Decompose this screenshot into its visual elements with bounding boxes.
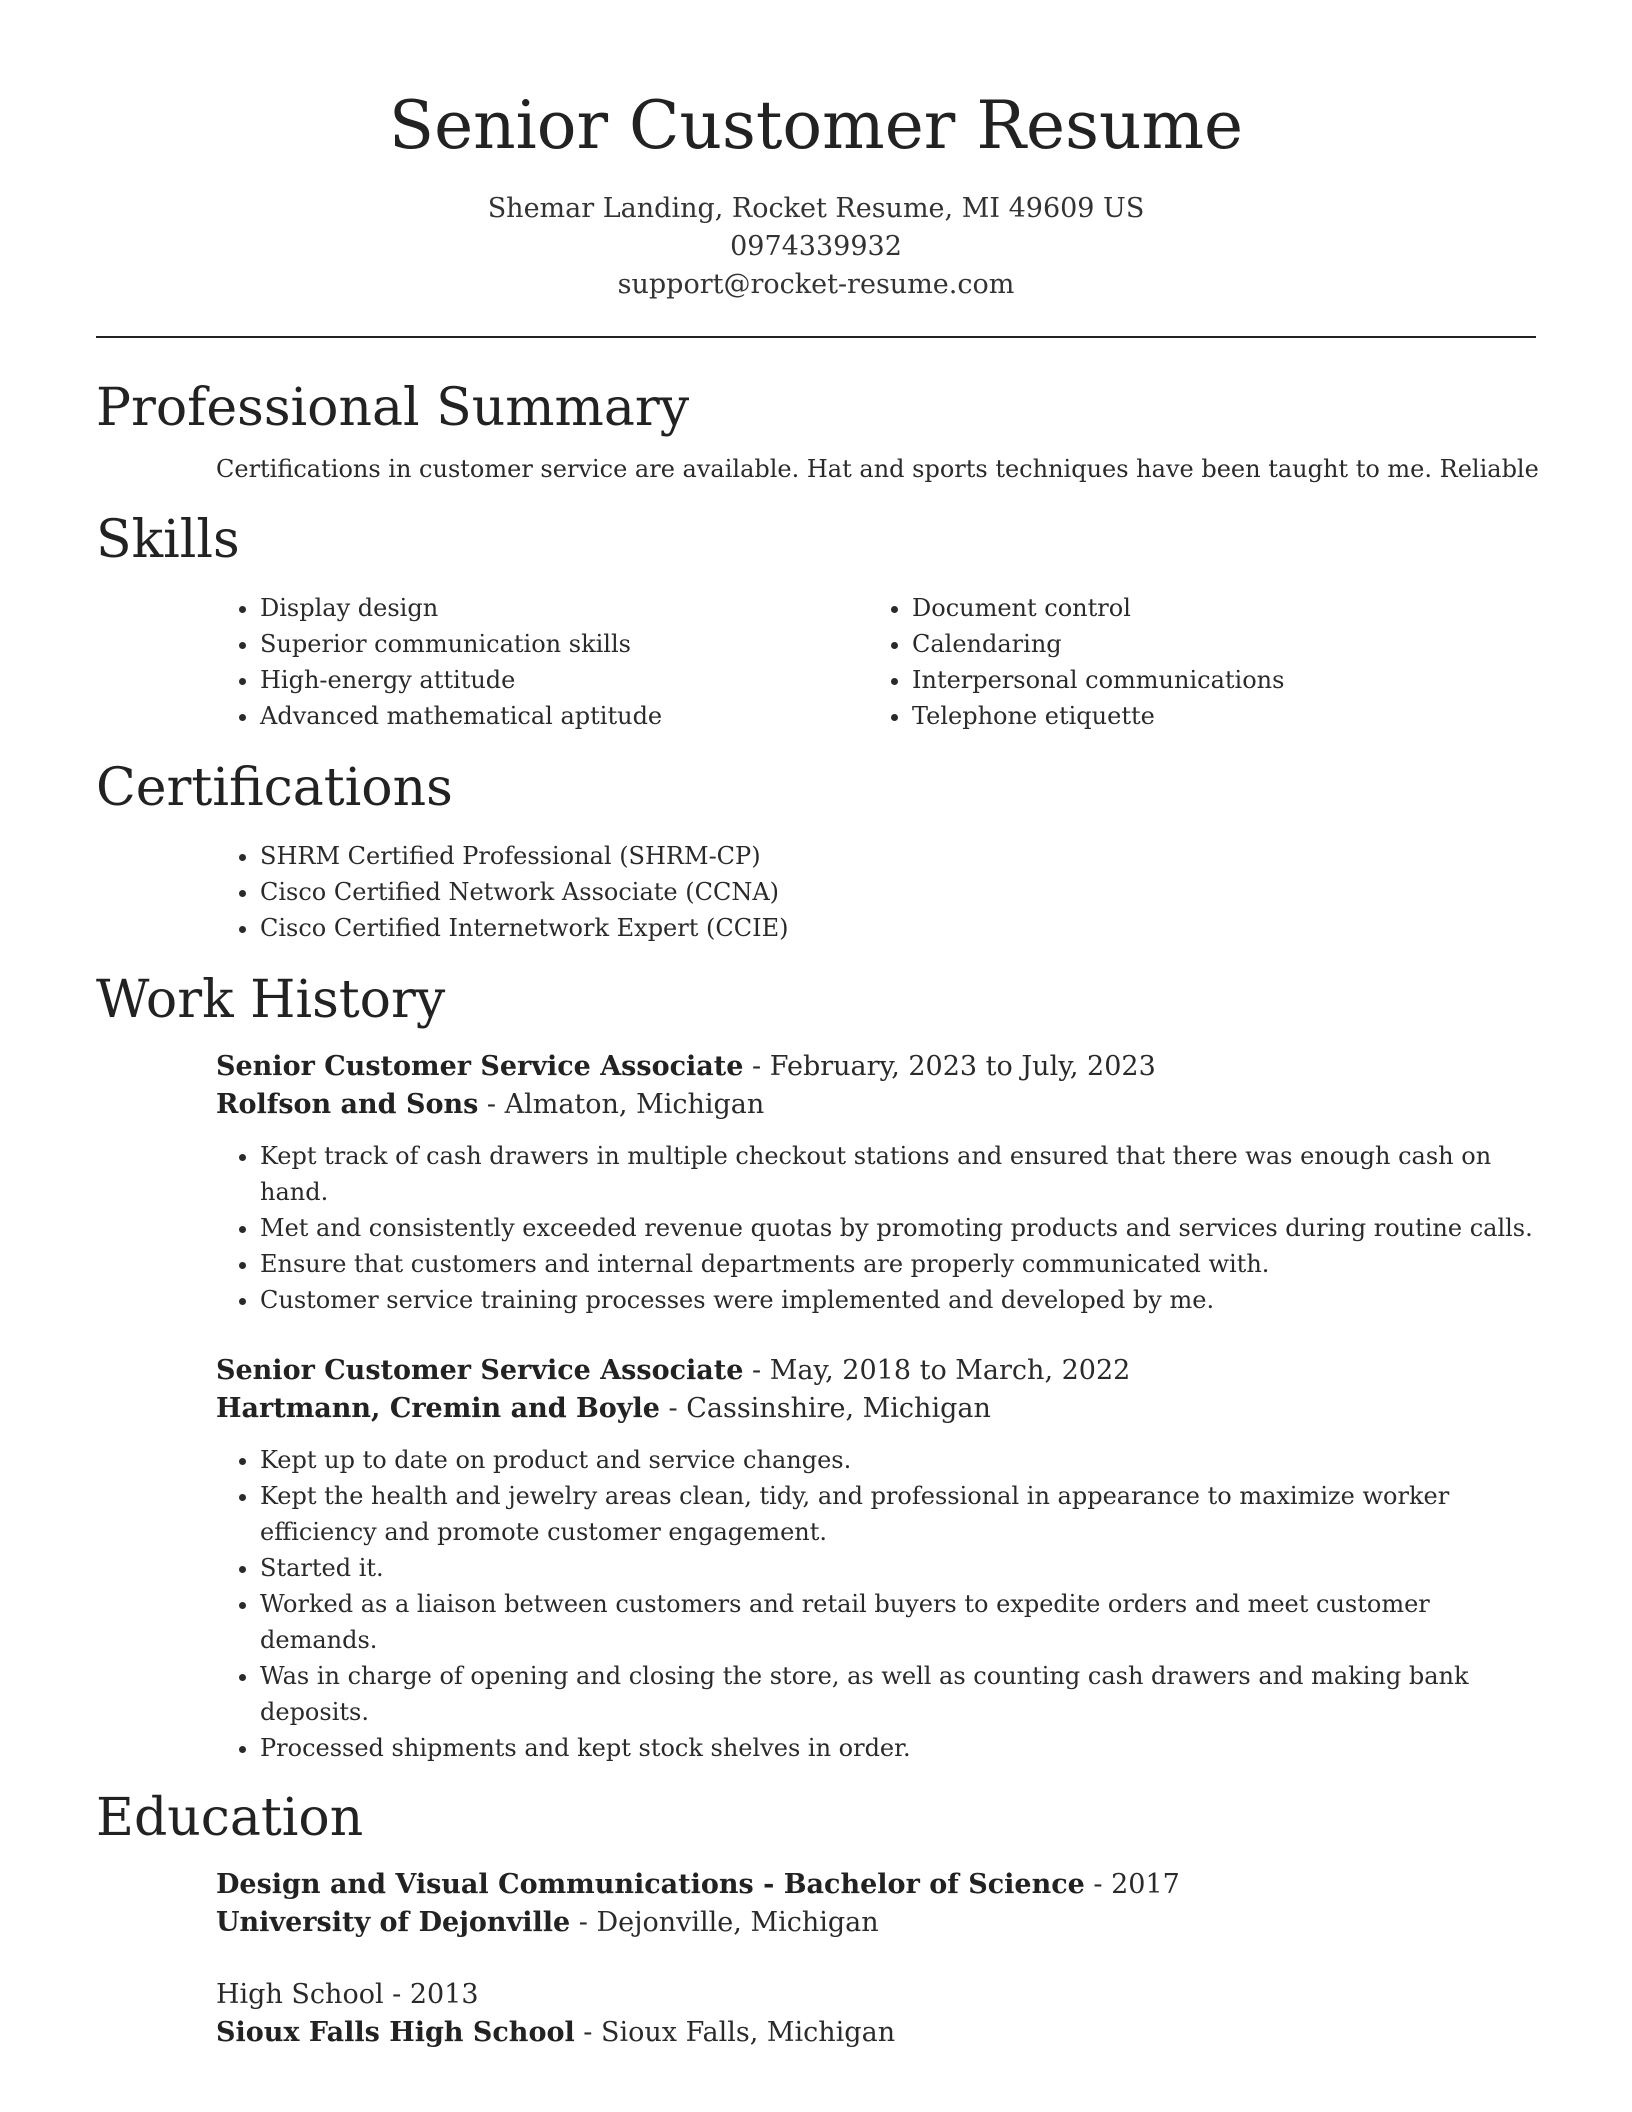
certification-item: • SHRM Certified Professional (SHRM-CP) bbox=[260, 838, 1536, 874]
skill-item: • High-energy attitude bbox=[260, 662, 750, 698]
contact-phone: 0974339932 bbox=[730, 231, 902, 262]
skill-item: • Telephone etiquette bbox=[912, 698, 1402, 734]
skill-item: • Advanced mathematical aptitude bbox=[260, 698, 750, 734]
skills-heading: Skills bbox=[96, 510, 240, 570]
skills-grid bbox=[96, 590, 1536, 734]
job-location: - Almaton, Michigan bbox=[478, 1089, 765, 1120]
education-entry bbox=[216, 1976, 1536, 2052]
job-bullet: • Processed shipments and kept stock shelves in order. bbox=[260, 1730, 1536, 1766]
job-entry bbox=[216, 1352, 1536, 1766]
job-title-line bbox=[216, 1352, 1536, 1390]
job-bullet: • Kept track of cash drawers in multiple checkout stations and ensured that there was enough cash on hand. bbox=[260, 1138, 1536, 1210]
certifications-section bbox=[96, 756, 1536, 946]
resume-header bbox=[96, 0, 1536, 304]
job-location: - Cassinshire, Michigan bbox=[659, 1393, 991, 1424]
skill-item: • Display design bbox=[260, 590, 750, 626]
certification-item: • Cisco Certified Internetwork Expert (CCIE) bbox=[260, 910, 1536, 946]
contact-address: Shemar Landing, Rocket Resume, MI 49609 US bbox=[487, 193, 1145, 224]
education-entry bbox=[216, 1866, 1536, 1942]
education-location: - Dejonville, Michigan bbox=[570, 1907, 879, 1938]
contact-block bbox=[96, 190, 1536, 304]
education-degree: High School bbox=[216, 1979, 384, 2010]
education-school: Sioux Falls High School bbox=[216, 2017, 575, 2048]
job-role: Senior Customer Service Associate bbox=[216, 1355, 744, 1386]
job-company-line bbox=[216, 1086, 1536, 1124]
certification-item: • Cisco Certified Network Associate (CCNA) bbox=[260, 874, 1536, 910]
skills-column-right bbox=[750, 590, 1402, 734]
job-title-line bbox=[216, 1048, 1536, 1086]
education-section bbox=[96, 1786, 1536, 2052]
education-degree-line bbox=[216, 1866, 1536, 1904]
job-bullet: • Kept the health and jewelry areas clean, tidy, and professional in appearance to maximize worker efficiency and promote customer engagement. bbox=[260, 1478, 1536, 1550]
education-school-line bbox=[216, 1904, 1536, 1942]
contact-email: support@rocket-resume.com bbox=[617, 269, 1015, 300]
skill-item: • Superior communication skills bbox=[260, 626, 750, 662]
job-bullet: • Kept up to date on product and service changes. bbox=[260, 1442, 1536, 1478]
job-bullets bbox=[216, 1138, 1536, 1318]
job-company: Hartmann, Cremin and Boyle bbox=[216, 1393, 660, 1424]
education-year: - 2017 bbox=[1084, 1869, 1180, 1900]
job-bullet: • Customer service training processes were implemented and developed by me. bbox=[260, 1282, 1536, 1318]
skill-item: • Interpersonal communications bbox=[912, 662, 1402, 698]
education-degree-line bbox=[216, 1976, 1536, 2014]
work-history-section bbox=[96, 968, 1536, 1766]
summary-heading: Professional Summary bbox=[96, 378, 690, 438]
education-degree: Design and Visual Communications - Bachelor of Science bbox=[216, 1869, 1085, 1900]
job-entry bbox=[216, 1048, 1536, 1318]
job-company: Rolfson and Sons bbox=[216, 1089, 479, 1120]
summary-text: Certifications in customer service are available. Hat and sports techniques have been taught to me. Reliable bbox=[216, 455, 1539, 483]
job-company-line bbox=[216, 1390, 1536, 1428]
education-school-line bbox=[216, 2014, 1536, 2052]
job-dates: - February, 2023 to July, 2023 bbox=[743, 1051, 1156, 1082]
certifications-heading: Certifications bbox=[96, 758, 453, 818]
education-location: - Sioux Falls, Michigan bbox=[574, 2017, 896, 2048]
skill-item: • Calendaring bbox=[912, 626, 1402, 662]
skills-section bbox=[96, 508, 1536, 734]
job-bullet: • Met and consistently exceeded revenue quotas by promoting products and services during routine calls. bbox=[260, 1210, 1536, 1246]
summary-section bbox=[96, 376, 1539, 486]
job-bullet: • Worked as a liaison between customers and retail buyers to expedite orders and meet customer demands. bbox=[260, 1586, 1536, 1658]
job-bullets bbox=[216, 1442, 1536, 1766]
job-bullet: • Started it. bbox=[260, 1550, 1536, 1586]
resume-title: Senior Customer Resume bbox=[388, 87, 1244, 164]
skill-item: • Document control bbox=[912, 590, 1402, 626]
certifications-list bbox=[96, 838, 1536, 946]
education-school: University of Dejonville bbox=[216, 1907, 571, 1938]
education-year: - 2013 bbox=[383, 1979, 479, 2010]
job-dates: - May, 2018 to March, 2022 bbox=[743, 1355, 1131, 1386]
job-role: Senior Customer Service Associate bbox=[216, 1051, 744, 1082]
education-heading: Education bbox=[96, 1788, 364, 1848]
job-bullet: • Ensure that customers and internal departments are properly communicated with. bbox=[260, 1246, 1536, 1282]
skills-column-left bbox=[96, 590, 750, 734]
work-history-heading: Work History bbox=[96, 970, 446, 1030]
job-bullet: • Was in charge of opening and closing the store, as well as counting cash drawers and making bank deposits. bbox=[260, 1658, 1536, 1730]
header-divider bbox=[96, 336, 1536, 338]
